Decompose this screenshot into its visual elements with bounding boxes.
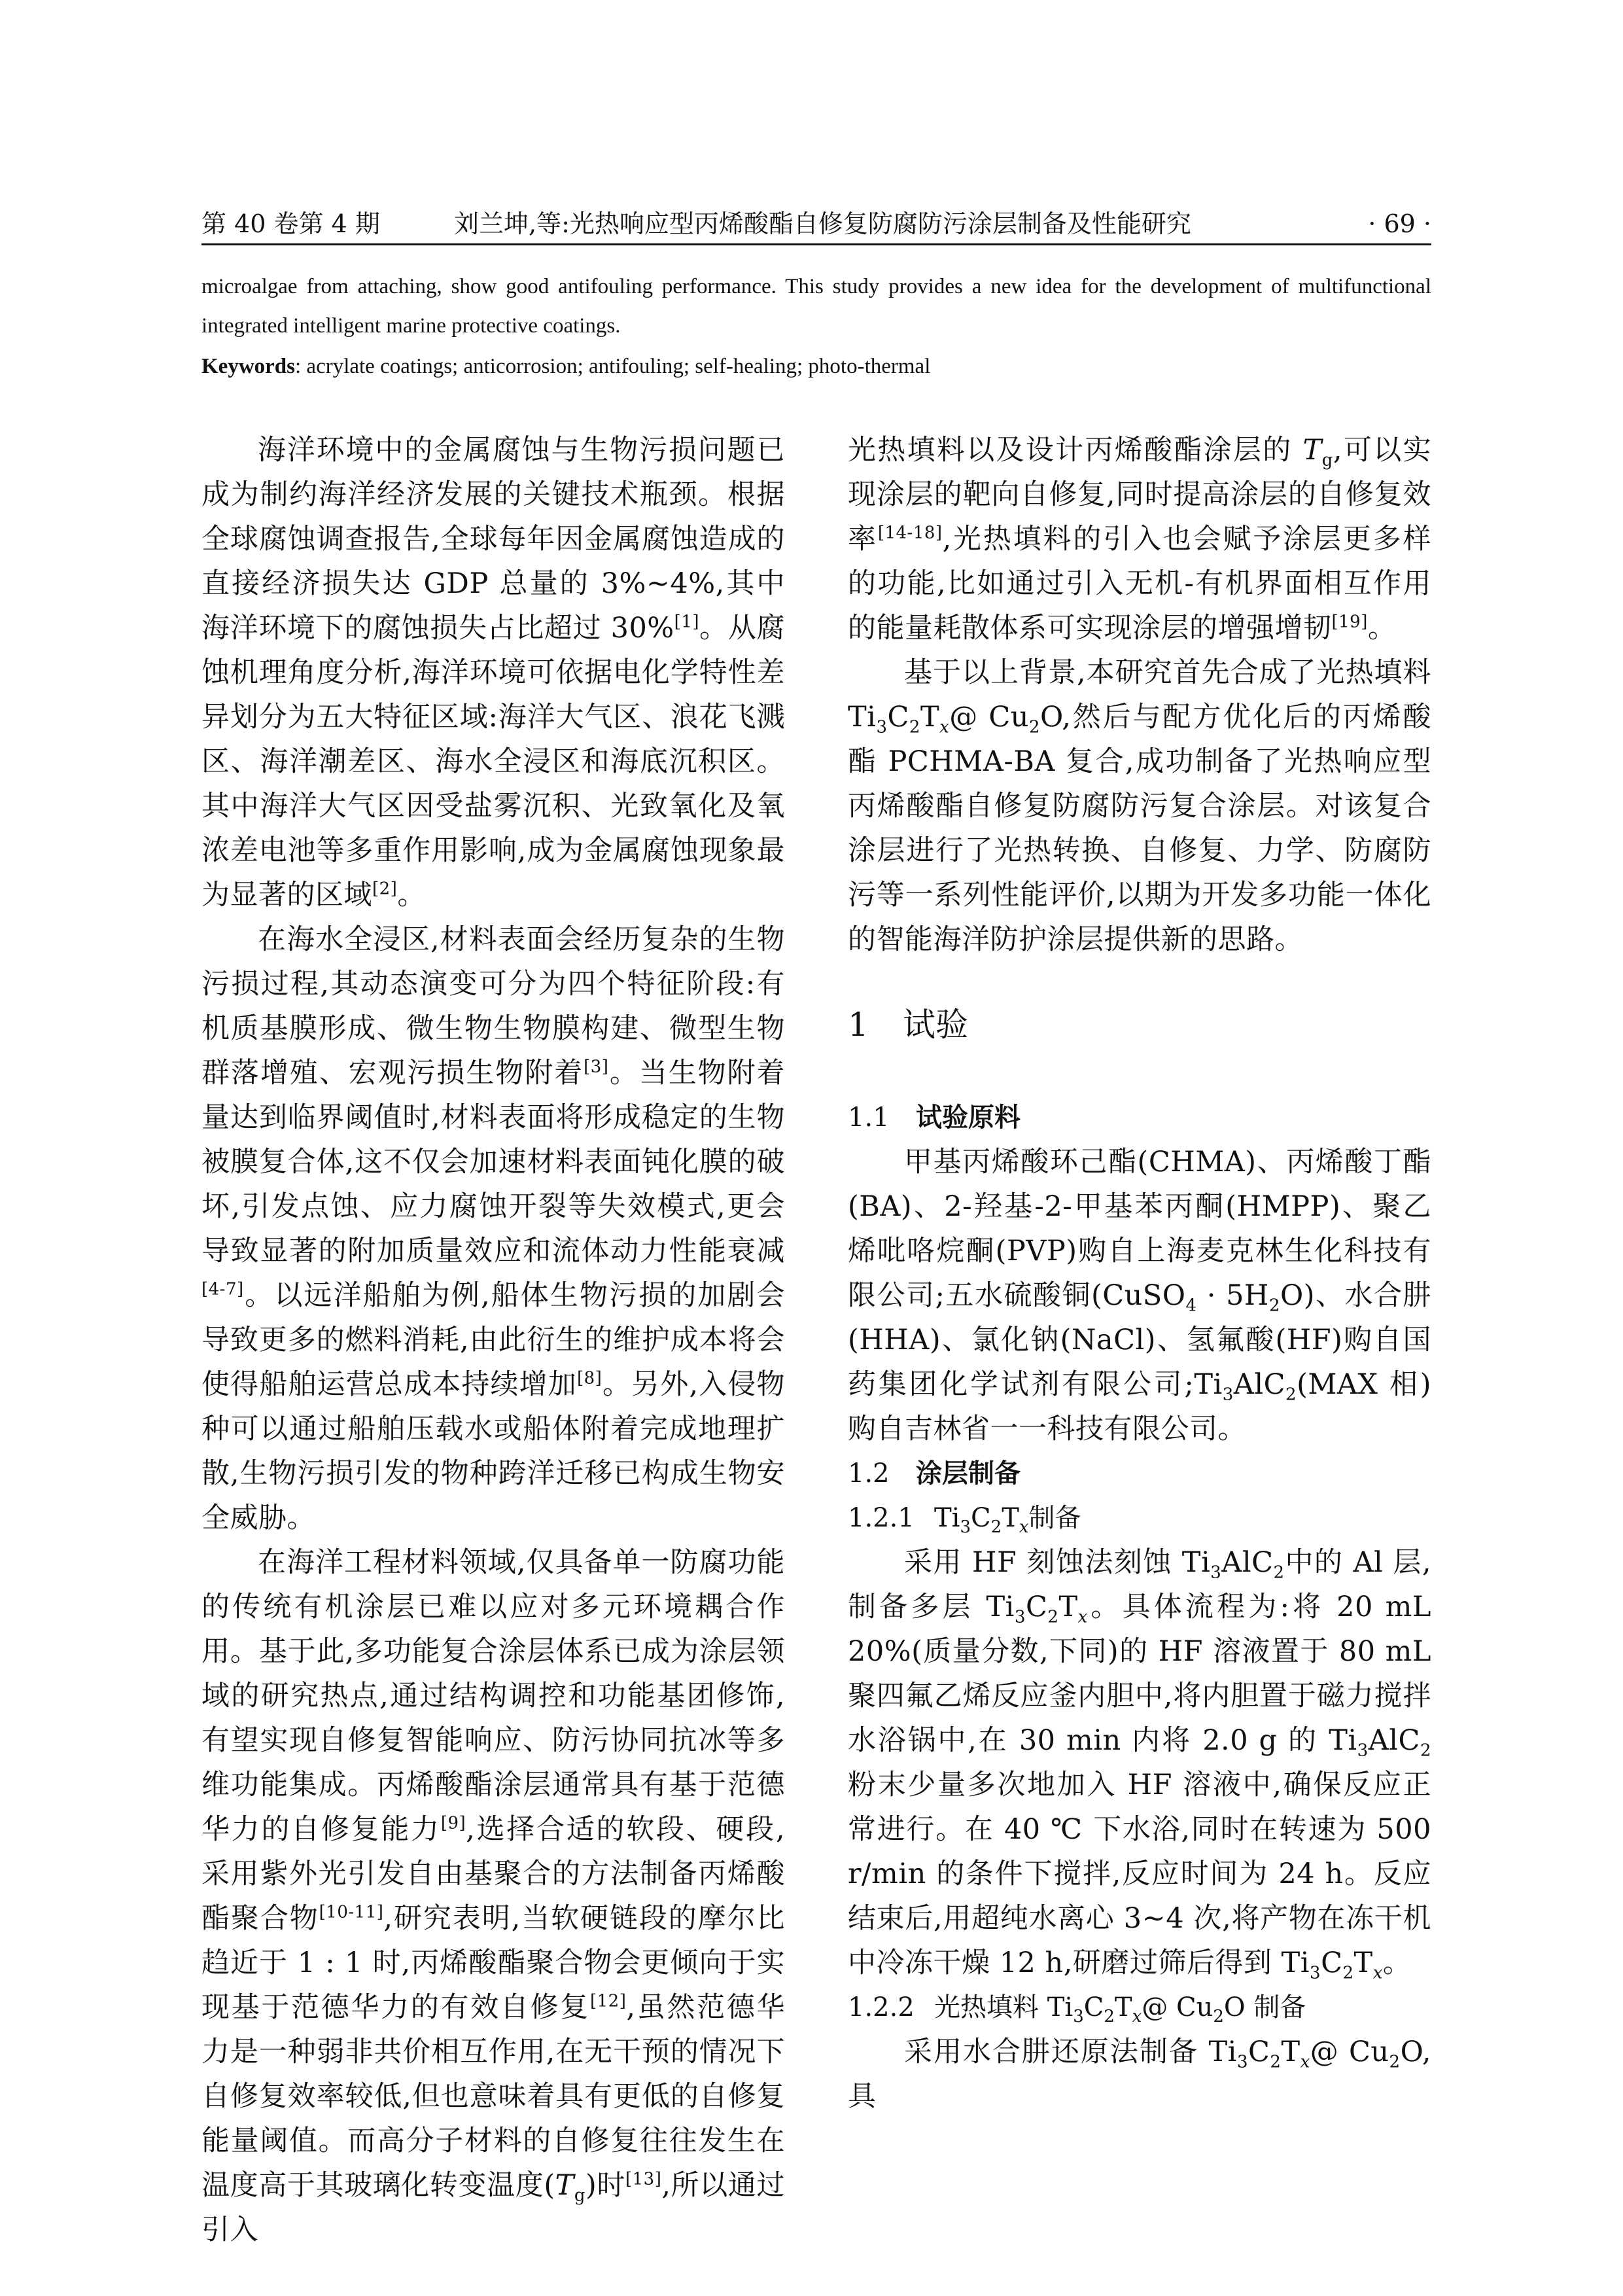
journal-volume: 第 40 卷第 4 期 xyxy=(201,209,380,238)
keywords-label: Keywords xyxy=(201,355,295,378)
subsection-heading: 1.1 试验原料 xyxy=(848,1103,1021,1133)
keywords-text: : acrylate coatings; anticorrosion; antifouling; self-healing; photo-thermal xyxy=(295,355,931,378)
right-column xyxy=(848,428,1431,2119)
subsubsection-heading: 1.2.1 $Ti_3C_2T_x$制备 xyxy=(848,1503,1081,1537)
citation[interactable]: [2] xyxy=(372,879,398,899)
paragraph: 海洋环境中的金属腐蚀与生物污损问题已成为制约海洋经济发展的关键技术瓶颈。根据全球腐蚀调查报告,全球每年因金属腐蚀造成的直接经济损失达 GDP 总量的 3%~4%,其中海洋环境下的腐蚀损失占比超过 30%[1]。从腐蚀机理角度分析,海洋环境可依据电化学特性差异划分为五大特征区域:海洋大气区、浪花飞溅区、海洋潮差区、海水全浸区和海底沉积区。其中海洋大气区因受盐雾沉积、光致氧化及氧浓差电池等多重作用影响,成为金属腐蚀现象最为显著的区域[2]。 xyxy=(201,434,786,911)
running-title: 刘兰坤,等:光热响应型丙烯酸酯自修复防腐防污涂层制备及性能研究 xyxy=(454,209,1191,238)
paragraph: 甲基丙烯酸环己酯(CHMA)、丙烯酸丁酯(BA)、2-羟基-2-甲基苯丙酮(HMPP)、聚乙烯吡咯烷酮(PVP)购自上海麦克林生化科技有限公司;五水硫酸铜(CuSO$_4$ · $5H_2O$)、水合肼(HHA)、氯化钠(NaCl)、氢氟酸(HF)购自国药集团化学试剂有限公司$;Ti_3AlC_2(MAX$ 相)购自吉林省一一科技有限公司。 xyxy=(848,1146,1431,1445)
citation[interactable]: [13] xyxy=(625,2169,662,2189)
paragraph: 在海水全浸区,材料表面会经历复杂的生物污损过程,其动态演变可分为四个特征阶段:有机质基膜形成、微生物生物膜构建、微型生物群落增殖、宏观污损生物附着[3]。当生物附着量达到临界阈值时,材料表面将形成稳定的生物被膜复合体,这不仅会加速材料表面钝化膜的破坏,引发点蚀、应力腐蚀开裂等失效模式,更会导致显著的附加质量效应和流体动力性能衰减[4-7]。以远洋船舶为例,船体生物污损的加剧会导致更多的燃料消耗,由此衍生的维护成本将会使得船舶运营总成本持续增加[8]。另外,入侵物种可以通过船舶压载水或船体附着完成地理扩散,生物污损引发的物种跨洋迁移已构成生物安全威胁。 xyxy=(201,923,786,1534)
citation[interactable]: [8] xyxy=(576,1368,602,1388)
citation[interactable]: [10-11] xyxy=(319,1902,384,1922)
citation[interactable]: [1] xyxy=(674,612,700,632)
paragraph: 在海洋工程材料领域,仅具备单一防腐功能的传统有机涂层已难以应对多元环境耦合作用。基于此,多功能复合涂层体系已成为涂层领域的研究热点,通过结构调控和功能基团修饰,有望实现自修复智能响应、防污协同抗冰等多维功能集成。丙烯酸酯涂层通常具有基于范德华力的自修复能力[9],选择合适的软段、硬段,采用紫外光引发自由基聚合的方法制备丙烯酸酯聚合物[10-11],研究表明,当软硬链段的摩尔比趋近于 1 : 1 时,丙烯酸酯聚合物会更倾向于实现基于范德华力的有效自修复[12],虽然范德华力是一种弱非共价相互作用,在无干预的情况下自修复效率较低,但也意味着具有更低的自修复能量阈值。而高分子材料的自修复往往发生在温度高于其玻璃化转变温度$(T_g)$时[13],所以通过引入 xyxy=(201,1546,786,2246)
citation[interactable]: [14-18] xyxy=(877,523,943,543)
paragraph: 基于以上背景,本研究首先合成了光热填料 $Ti_3C_2T_x@$ $Cu_2O$,然后与配方优化后的丙烯酸酯 PCHMA-BA 复合,成功制备了光热响应型丙烯酸酯自修复防腐防污复合涂层。对该复合涂层进行了光热转换、自修复、力学、防腐防污等一系列性能评价,以期为开发多功能一体化的智能海洋防护涂层提供新的思路。 xyxy=(848,656,1432,956)
citation[interactable]: [3] xyxy=(584,1057,609,1077)
citation[interactable]: [19] xyxy=(1331,612,1368,632)
paragraph: 采用水合肼还原法制备 $Ti_3C_2T_x@$ $Cu_2O$,具 xyxy=(848,2036,1431,2113)
paragraph: 光热填料以及设计丙烯酸酯涂层的 $T_g$,可以实现涂层的靶向自修复,同时提高涂层的自修复效率[14-18],光热填料的引入也会赋予涂层更多样的功能,比如通过引入无机-有机界面相互作用的能量耗散体系可实现涂层的增强增韧[19]。 xyxy=(848,434,1432,645)
abstract-tail: microalgae from attaching, show good antifouling performance. This study provides a new idea for the development of multifunctional integrated intelligent marine protective coatings. xyxy=(201,275,1431,338)
page-number: · 69 · xyxy=(1368,209,1431,238)
keywords xyxy=(201,347,1431,386)
citation[interactable]: [12] xyxy=(590,1991,627,2011)
running-header xyxy=(201,204,1431,245)
paragraph: 采用 HF 刻蚀法刻蚀 $Ti_3AlC_2$中的 Al 层,制备多层 $Ti_3C_2T_x$。具体流程为:将 20 mL 20%(质量分数,下同)的 HF 溶液置于 80 mL 聚四氟乙烯反应釜内胆中,将内胆置于磁力搅拌水浴锅中,在 30 min 内将 2.0 g 的 $Ti_3AlC_2$粉末少量多次地加入 HF 溶液中,确保反应正常进行。在 40 ℃ 下水浴,同时在转速为 500 r/min 的条件下搅拌,反应时间为 24 h。反应结束后,用超纯水离心 3~4 次,将产物在冻干机中冷冻干燥 12 h,研磨过筛后得到 $Ti_3C_2T_x$。 xyxy=(848,1546,1432,1983)
subsection-heading: 1.2 涂层制备 xyxy=(848,1458,1021,1489)
citation[interactable]: [9] xyxy=(440,1813,466,1833)
left-column xyxy=(201,428,785,2252)
citation[interactable]: [4-7] xyxy=(201,1279,244,1299)
subsubsection-heading: 1.2.2 光热填料 $Ti_3C_2T_x@$ $Cu_2O$ 制备 xyxy=(848,1992,1306,2026)
section-heading: 1 试验 xyxy=(848,1006,968,1044)
